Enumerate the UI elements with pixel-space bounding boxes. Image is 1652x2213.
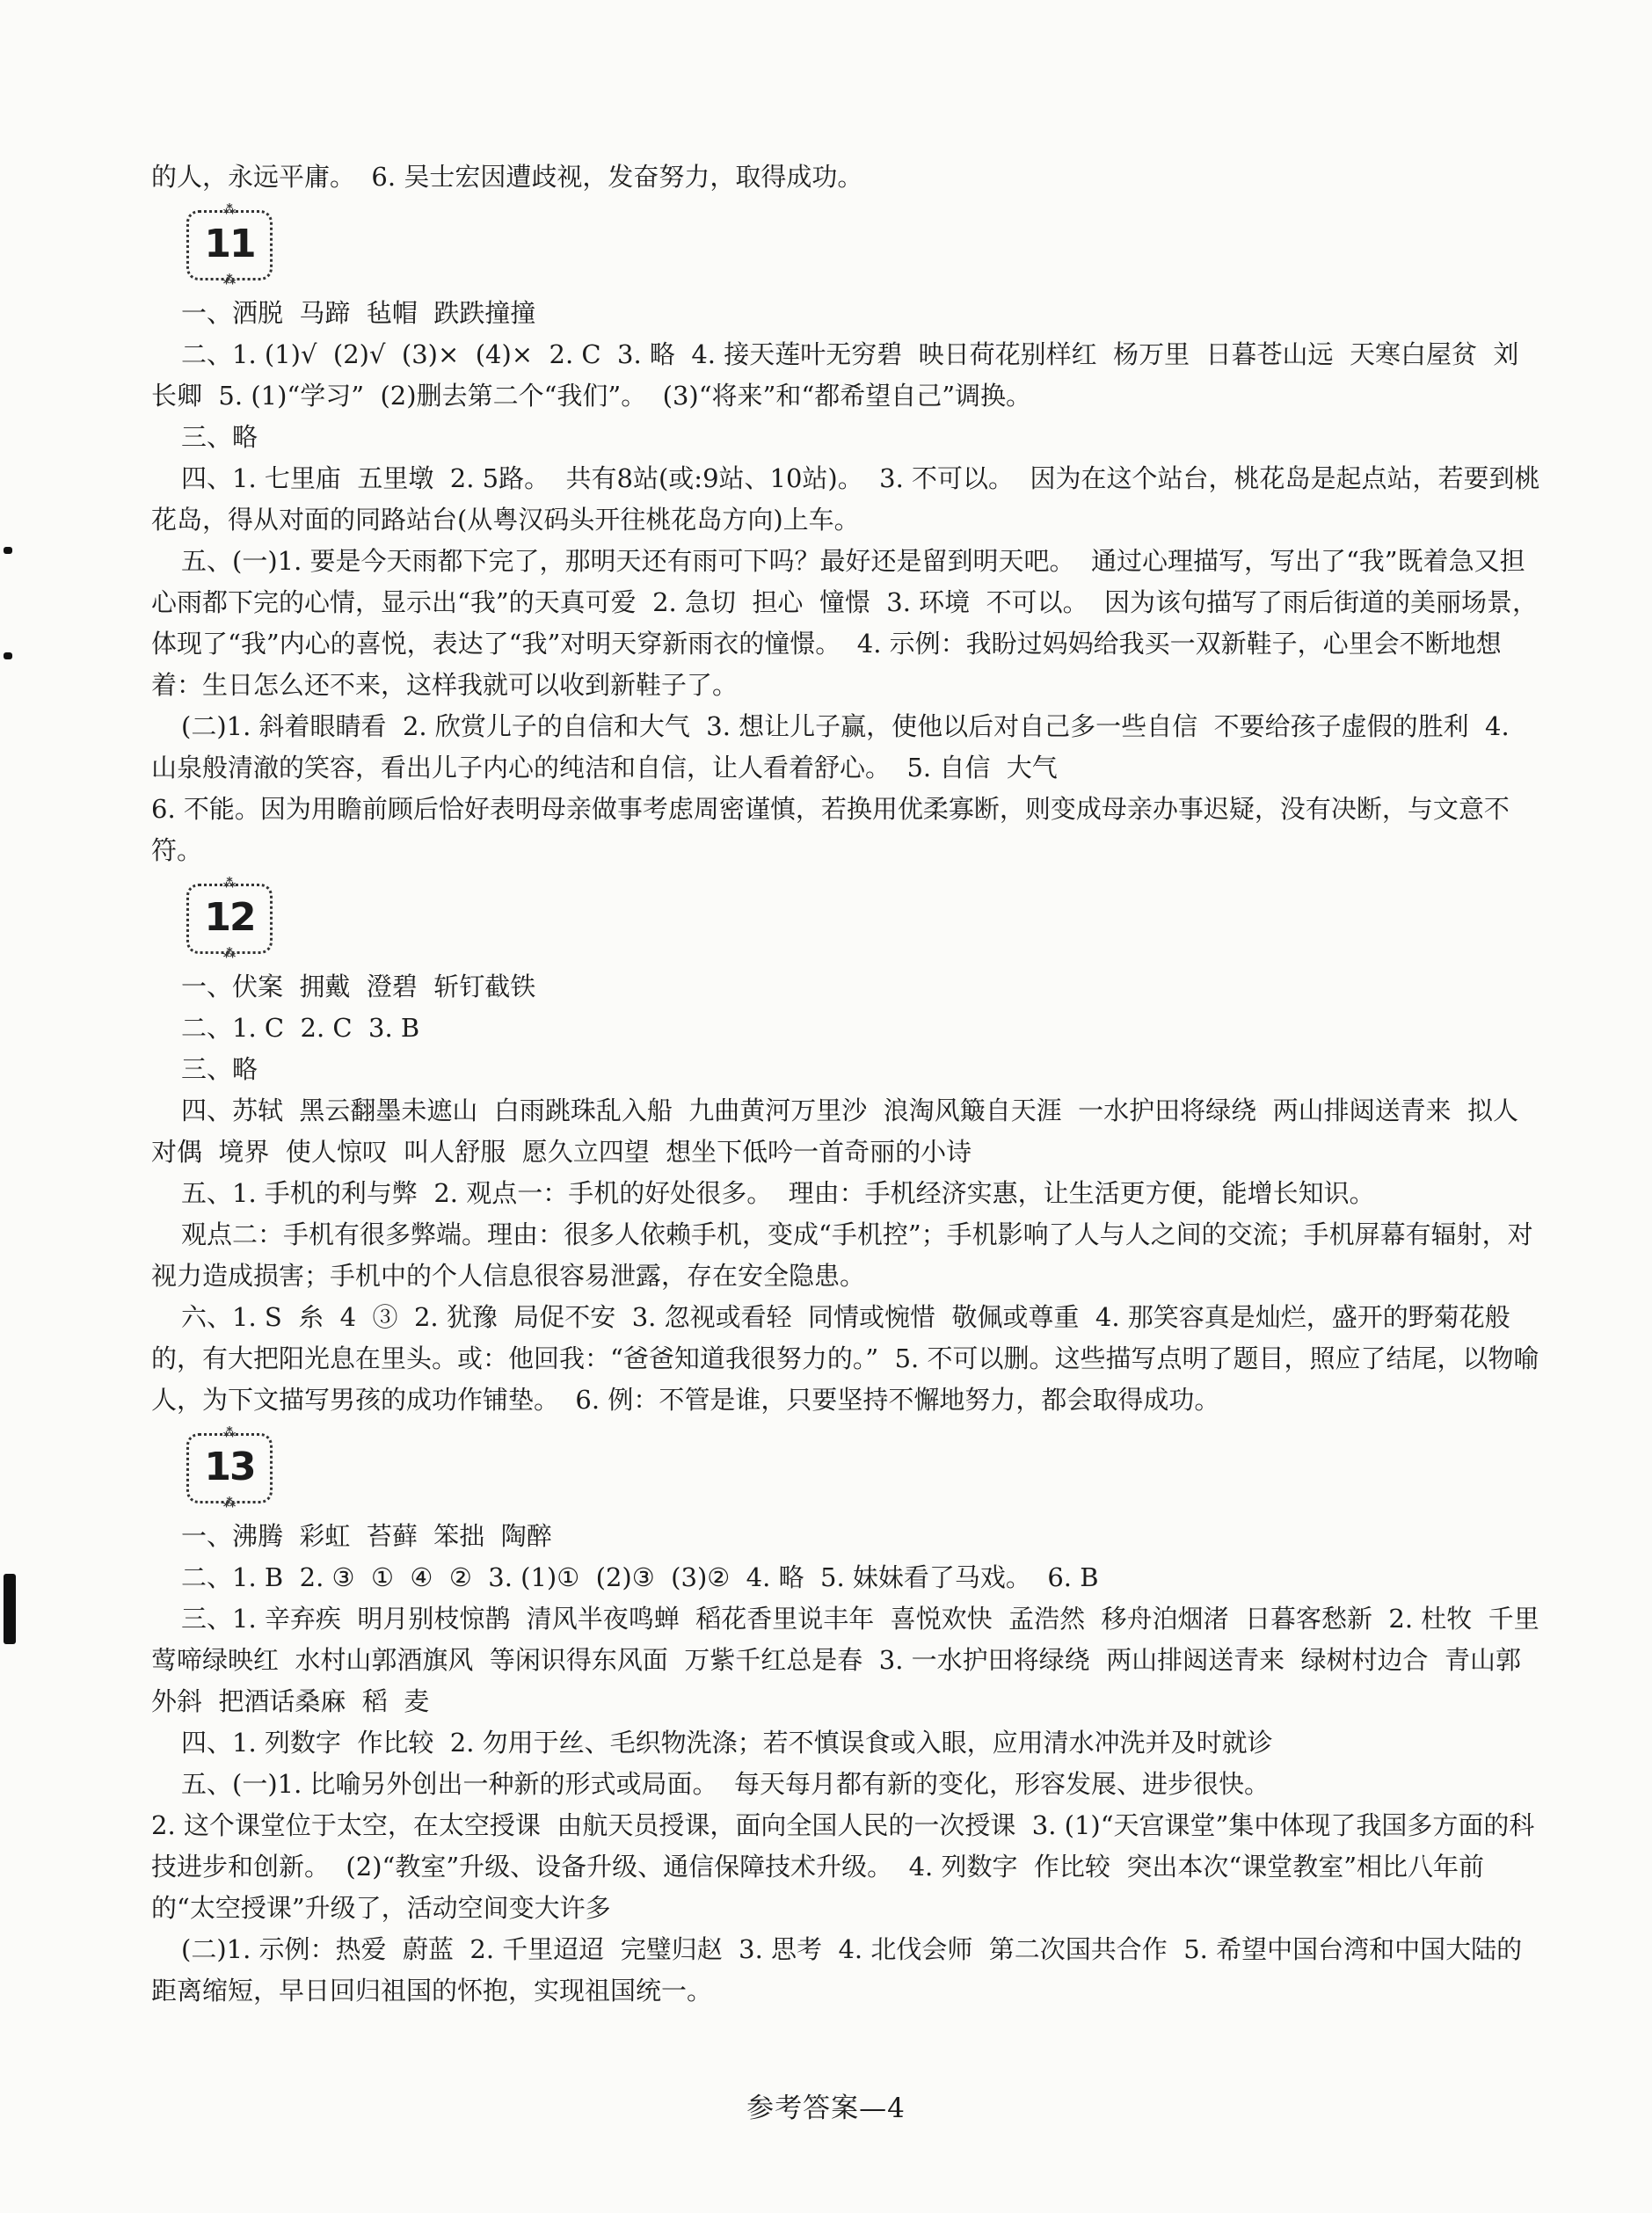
answer-line: 六、1. S 糸 4 ③ 2. 犹豫 局促不安 3. 忽视或看轻 同情或惋惜 敬佩或尊重 4. 那笑容真是灿烂，盛开的野菊花般的，有大把阳光息在里头。或：他回我：“爸爸知道我很努力的。” 5. 不可以删。这些描写点明了题目，照应了结尾，以物喻人，为下文描写男孩的成功作铺垫。 6. 例：不管是谁，只要坚持不懈地努力，都会取得成功。 [151,1302,1539,1415]
answer-line: 三、略 [181,1054,258,1084]
answer-line: 三、1. 辛弃疾 明月别枝惊鹊 清风半夜鸣蝉 稻花香里说丰年 喜悦欢快 孟浩然 移舟泊烟渚 日暮客愁新 2. 杜牧 千里莺啼绿映红 水村山郭酒旗风 等闲识得东风面 万紫千红总是春 3. 一水护田将绿绕 两山排闼送青来 绿树村边合 青山郭外斜 把酒话桑麻 稻 麦 [151,1604,1539,1716]
answer-line: 四、苏轼 黑云翻墨未遮山 白雨跳珠乱入船 九曲黄河万里沙 浪淘风簸自天涯 一水护田将绿绕 两山排闼送青来 拟人 对偶 境界 使人惊叹 叫人舒服 愿久立四望 想坐下低吟一首奇丽的小诗 [151,1096,1535,1167]
answer-line: 五、1. 手机的利与弊 2. 观点一：手机的好处很多。 理由：手机经济实惠，让生活更方便，能增长知识。 [181,1178,1375,1208]
scan-mark [4,1574,16,1644]
page-footer: 参考答案—4 [746,2093,906,2124]
answer-line: 一、洒脱 马蹄 毡帽 跌跌撞撞 [181,298,536,328]
continued-line: 的人，永远平庸。 6. 吴士宏因遭歧视，发奋努力，取得成功。 [151,162,863,192]
section-number-badge: ⁂ 11 ⁂ [186,210,273,280]
answer-line: 二、1. C 2. C 3. B [181,1013,420,1043]
answer-line: 2. 这个课堂位于太空，在太空授课 由航天员授课，面向全国人民的一次授课 3. (1)“天宫课堂”集中体现了我国多方面的科技进步和创新。 (2)“教室”升级、设备升级、通信保障技术升级。 4. 列数字 作比较 突出本次“课堂教室”相比八年前的“太空授课”升级了，活动空间变大许多 [151,1810,1535,1923]
answer-line: 四、1. 列数字 作比较 2. 勿用于丝、毛织物洗涤；若不慎误食或入眼，应用清水冲洗并及时就诊 [181,1728,1273,1758]
answer-line: 二、1. B 2. ③ ① ④ ② 3. (1)① (2)③ (3)② 4. 略 5. 妹妹看了马戏。 6. B [181,1562,1099,1592]
answer-content [151,157,1540,2012]
answer-line: (二)1. 斜着眼睛看 2. 欣赏儿子的自信和大气 3. 想让儿子赢，使他以后对自己多一些自信 不要给孩子虚假的胜利 4. 山泉般清澈的笑容，看出儿子内心的纯洁和自信，让人看着舒心。 5. 自信 大气 [151,711,1517,783]
section-number-badge: ⁂ 13 ⁂ [186,1433,273,1503]
answer-line: 一、伏案 拥戴 澄碧 斩钉截铁 [181,972,536,1001]
section-13 [151,1421,1540,2012]
section-11 [151,198,1540,871]
answer-line: 6. 不能。因为用瞻前顾后恰好表明母亲做事考虑周密谨慎，若换用优柔寡断，则变成母亲办事迟疑，没有决断，与文意不符。 [151,794,1510,865]
answer-line: 四、1. 七里庙 五里墩 2. 5路。 共有8站(或:9站、10站)。 3. 不可以。 因为在这个站台，桃花岛是起点站，若要到桃花岛，得从对面的同路站台(从粤汉码头开往桃花岛方向)上车。 [151,463,1540,535]
answer-line: 观点二：手机有很多弊端。理由：很多人依赖手机，变成“手机控”；手机影响了人与人之间的交流；手机屏幕有辐射，对视力造成损害；手机中的个人信息很容易泄露，存在安全隐患。 [151,1219,1533,1291]
scan-mark [4,652,12,659]
answer-line: 三、略 [181,422,258,452]
scan-mark [4,547,12,554]
section-number-badge: ⁂ 12 ⁂ [186,884,273,954]
answer-line: 一、沸腾 彩虹 苔藓 笨拙 陶醉 [181,1521,552,1551]
section-12 [151,871,1540,1421]
answer-line: 二、1. (1)√ (2)√ (3)× (4)× 2. C 3. 略 4. 接天莲叶无穷碧 映日荷花别样红 杨万里 日暮苍山远 天寒白屋贫 刘长卿 5. (1)“学习” (2)删去第二个“我们”。 (3)“将来”和“都希望自己”调换。 [151,339,1519,411]
answer-line: (二)1. 示例：热爱 蔚蓝 2. 千里迢迢 完璧归赵 3. 思考 4. 北伐会师 第二次国共合作 5. 希望中国台湾和中国大陆的距离缩短，早日回归祖国的怀抱，实现祖国统一。 [151,1934,1523,2006]
answer-line: 五、(一)1. 比喻另外创出一种新的形式或局面。 每天每月都有新的变化，形容发展、进步很快。 [181,1769,1270,1799]
answer-line: 五、(一)1. 要是今天雨都下完了，那明天还有雨可下吗？最好还是留到明天吧。 通过心理描写，写出了“我”既着急又担心雨都下完的心情，显示出“我”的天真可爱 2. 急切 担心 憧憬 3. 环境 不可以。 因为该句描写了雨后街道的美丽场景，体现了“我”内心的喜悦，表达了“我”对明天穿新雨衣的憧憬。 4. 示例：我盼过妈妈给我买一双新鞋子，心里会不断地想着：生日怎么还不来，这样我就可以收到新鞋子了。 [151,546,1539,700]
